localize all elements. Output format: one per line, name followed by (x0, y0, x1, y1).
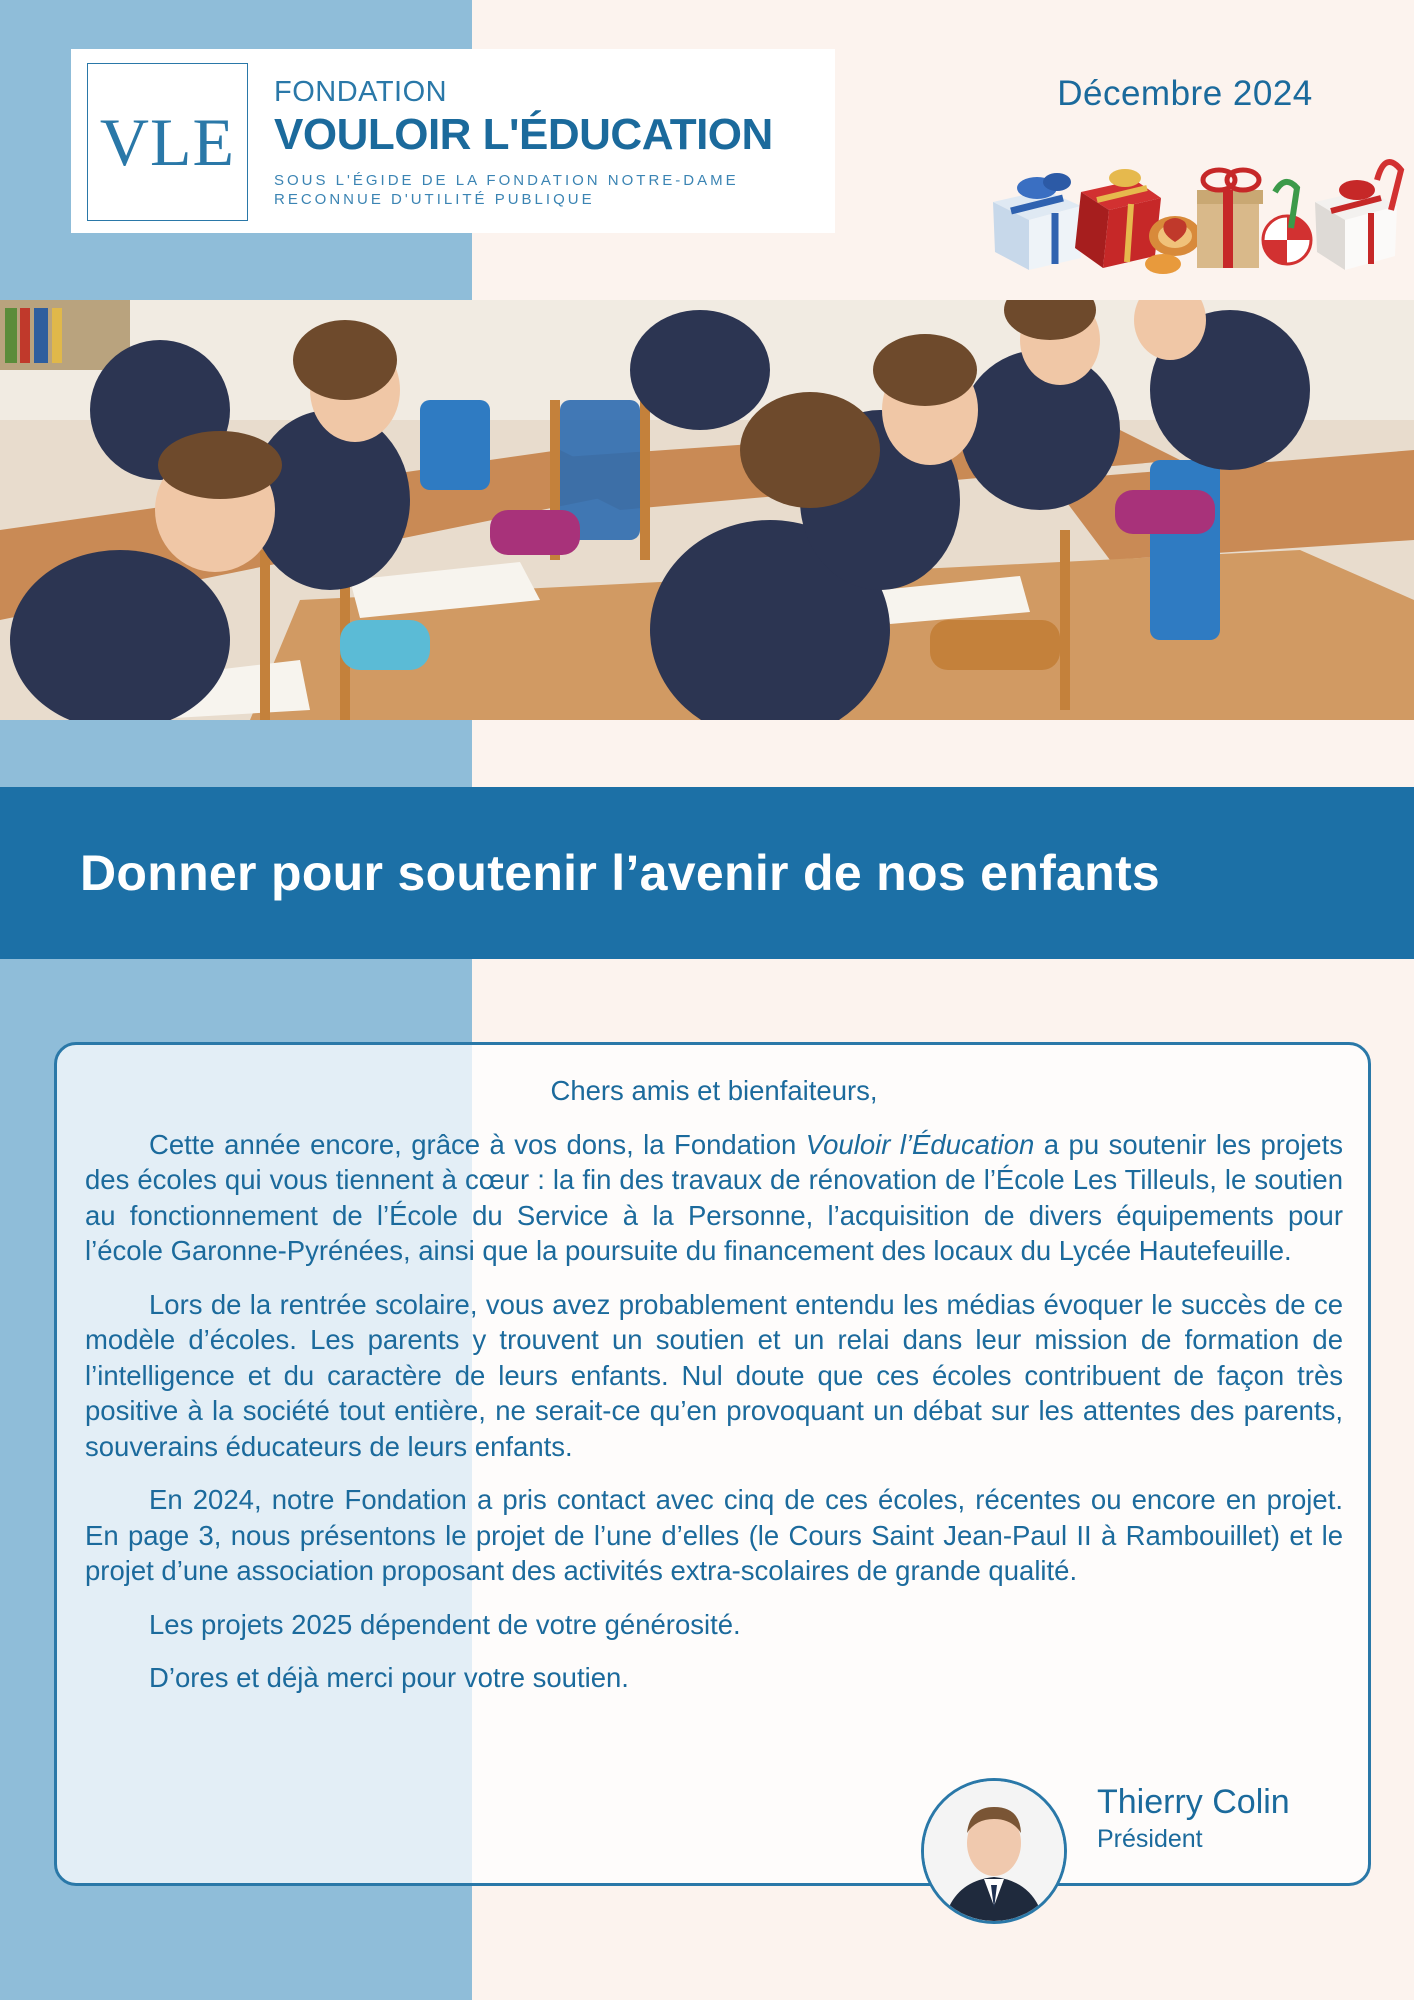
letter-paragraph-2: Lors de la rentrée scolaire, vous avez probablement entendu les médias évoquer le succès de ce modèle d’écoles. Les parents y trouvent un soutien et un relai dans leur mission de formation de l’intelligence et du caractère de leurs enfants. Nul doute que ces écoles contribuent de façon très positive à la société tout entière, ne serait-ce qu’en provoquant un débat sur les attentes des parents, souverains éducateurs de leurs enfants. (85, 1288, 1343, 1462)
letter-paragraph-5: D’ores et déjà merci pour votre soutien. (149, 1662, 629, 1693)
title-banner (0, 787, 1414, 959)
logo-line-name: VOULOIR L'ÉDUCATION (274, 110, 773, 159)
gifts-illustration (985, 140, 1414, 280)
logo-wordmark (274, 75, 814, 209)
p1-before: Cette année encore, grâce à vos dons, la Fondation (149, 1128, 806, 1160)
kraft-gift-icon (1197, 170, 1263, 268)
letter-body (85, 1073, 1343, 1714)
logo-line-egide: SOUS L'ÉGIDE DE LA FONDATION NOTRE-DAME (274, 172, 739, 189)
letter-paragraph-4: Les projets 2025 dépendent de votre générosité. (149, 1608, 741, 1640)
letter-paragraph-1 (85, 1127, 1343, 1269)
red-gift-icon (1075, 169, 1161, 268)
white-gift-icon (1315, 162, 1401, 270)
classroom-illustration (0, 300, 1414, 720)
portrait-icon (924, 1781, 1064, 1921)
logo-line-fondation: FONDATION (274, 76, 448, 108)
logo-line-reconnue: RECONNUE D'UTILITÉ PUBLIQUE (274, 191, 595, 208)
president-avatar (921, 1778, 1067, 1924)
signature-title: Président (1097, 1825, 1203, 1853)
letter-salutation: Chers amis et bienfaiteurs, (550, 1075, 878, 1106)
letter-box (54, 1042, 1371, 1886)
letter-paragraph-3: En 2024, notre Fondation a pris contact avec cinq de ces écoles, récentes ou encore en projet. En page 3, nous présentons le projet de l’une d’elles (le Cours Saint Jean-Paul II à Rambouillet) et le projet d’une association proposant des activités extra-scolaires de grande qualité. (85, 1484, 1343, 1586)
p1-after: a pu soutenir les projets des écoles qui vous tiennent à cœur : la fin des travaux de rénovation de l’École Les Tilleuls, le soutien au fonctionnement de l’École du Service à la Personne, l’acquisition de divers équipements pour l’école Garonne-Pyrénées, ainsi que la poursuite du financement des locaux du Lycée Hautefeuille. (85, 1128, 1343, 1266)
blue-gift-icon (993, 173, 1081, 270)
newsletter-date: Décembre 2024 (1057, 74, 1313, 113)
signature-name: Thierry Colin (1097, 1783, 1290, 1821)
banner-title: Donner pour soutenir l’avenir de nos enfants (80, 845, 1161, 901)
logo-monogram: VLE (87, 63, 248, 221)
candy-icon (1263, 182, 1311, 264)
p1-italic-foundation-name: Vouloir l’Éducation (805, 1128, 1035, 1160)
foundation-logo (71, 49, 835, 233)
classroom-photo (0, 300, 1414, 720)
